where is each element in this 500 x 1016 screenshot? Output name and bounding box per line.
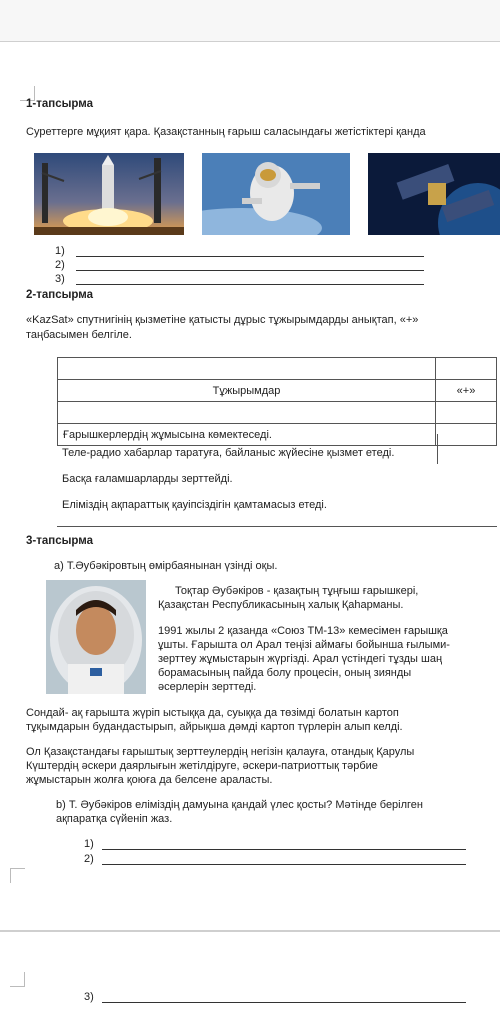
header-statements: Тұжырымдар [58, 380, 436, 402]
task3-title: 3-тапсырма [26, 535, 94, 547]
para3-line: Күштердің әскери даярлығын жетілдіруге, әскери-патриоттық тәрбие [26, 760, 378, 772]
cosmonaut-portrait [46, 580, 146, 694]
table-bottom-line [57, 526, 497, 527]
statements-table [57, 357, 497, 446]
para1-line: 1991 жылы 2 қазанда «Союз ТМ-13» кемесімен ғарышқа [158, 625, 448, 637]
statement-1: Ғарышкерлердің жұмысына көмектеседі. [58, 424, 436, 446]
plus-cell[interactable] [436, 402, 497, 424]
answer-number: 2) [84, 853, 94, 865]
para3-line: Ол Қазақстандағы ғарыштық зерттеулердің негізін қалауға, отандық Қарулы [26, 746, 415, 758]
task2-instruction-line1: «KazSat» спутнигінің қызметіне қатысты дұрыс тұжырымдарды анықтап, «+» [26, 314, 419, 326]
answer-line-b2[interactable] [102, 864, 466, 865]
answer-number: 3) [84, 991, 94, 1003]
header-plus: «+» [436, 380, 497, 402]
worksheet-page-2 [0, 931, 500, 1016]
part-b-line2: ақпаратқа сүйеніп жаз. [56, 813, 173, 825]
corner-mark [10, 868, 25, 883]
answer-number: 3) [55, 273, 65, 285]
answer-number: 1) [84, 838, 94, 850]
satellite-image [368, 153, 500, 235]
task3-part-a: а) Т.Әубәкіровтың өмірбаянынан үзінді оқы. [54, 560, 278, 572]
answer-number: 1) [55, 245, 65, 257]
intro-line-2: Қазақстан Республикасының халық Қаһарманы. [158, 599, 404, 611]
statement-3: Басқа ғаламшарларды зерттейді. [62, 473, 233, 485]
para2-line: тұқымдарын будандастырып, айрықша дәмді картоп түрлерін алып келді. [26, 721, 403, 733]
para1-line: зерттеу жұмыстарын жүргізді. Арал үстіндегі тұзды шаң [158, 653, 443, 665]
part-b-line1: b) Т. Әубәкіров еліміздің дамуына қандай үлес қосты? Мәтінде берілген [56, 799, 424, 811]
intro-line-1: Тоқтар Әубәкіров - қазақтың тұңғыш ғарышкері, [175, 585, 419, 597]
answer-line-1[interactable] [76, 256, 424, 257]
table-header-row [58, 380, 497, 402]
para1-line: ұшты. Ғарышта ол Арал теңізі аймағы бойынша ғылыми- [158, 639, 450, 651]
para3-line: жұмыстарын жолға қоюға да белсене араласты. [26, 774, 273, 786]
statement-4: Еліміздің ақпараттық қауіпсіздігін қамтамасыз етеді. [62, 499, 327, 511]
corner-mark [10, 972, 25, 987]
para1-line: борамасының пайда болу процесін, оның зиянды [158, 667, 412, 679]
task2-instruction-line2: таңбасымен белгіле. [26, 329, 132, 341]
answer-line-b1[interactable] [102, 849, 466, 850]
answer-line-3[interactable] [76, 284, 424, 285]
task1-title: 1-тапсырма [26, 98, 94, 110]
answer-line-2[interactable] [76, 270, 424, 271]
table-row [58, 358, 497, 380]
task1-instruction: Суреттерге мұқият қара. Қазақстанның ғарыш саласындағы жетістіктері қанда [26, 126, 426, 138]
answer-line-b3[interactable] [102, 1002, 466, 1003]
table-row [58, 424, 497, 446]
statement-2: Теле-радио хабарлар таратуға, байланыс жүйесіне қызмет етеді. [62, 447, 395, 459]
task2-title: 2-тапсырма [26, 289, 94, 301]
table-divider [437, 434, 438, 464]
para1-line: әсерлерін зерттеді. [158, 681, 257, 693]
rocket-launch-image [34, 153, 184, 235]
astronaut-spacewalk-image [202, 153, 350, 235]
plus-cell[interactable] [436, 424, 497, 446]
para2-line: Сондай- ақ ғарышта жүріп ыстыққа да, суыққа да төзімді болатын картоп [26, 707, 399, 719]
table-row [58, 402, 497, 424]
answer-number: 2) [55, 259, 65, 271]
